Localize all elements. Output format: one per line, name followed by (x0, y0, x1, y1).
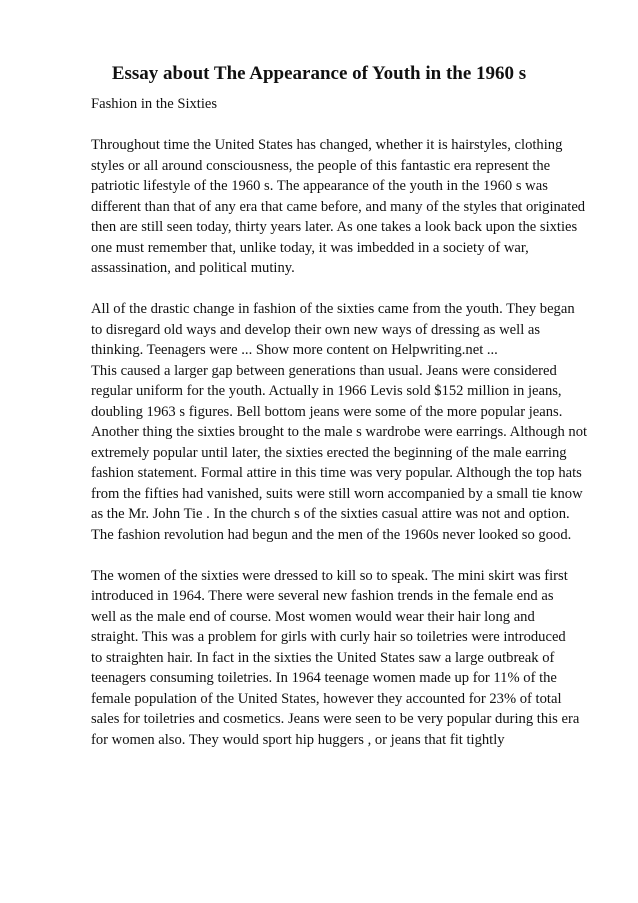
paragraph-line: All of the drastic change in fashion of the sixties came from the youth. They began (91, 301, 575, 317)
paragraph-line: teenagers consuming toiletries. In 1964 teenage women made up for 11% of the (91, 670, 557, 686)
paragraph-line: for women also. They would sport hip huggers , or jeans that fit tightly (91, 731, 505, 748)
paragraph-2 (91, 299, 631, 545)
paragraph-line: female population of the United States, however they accounted for 23% of total (91, 690, 562, 707)
document-title: Essay about The Appearance of Youth in the 1960 s (111, 63, 527, 84)
paragraph-line: one must remember that, unlike today, it was imbedded in a society of war, (91, 239, 529, 256)
paragraph-line: introduced in 1964. There were several new fashion trends in the female end as (91, 588, 554, 604)
paragraph-line: The women of the sixties were dressed to kill so to speak. The mini skirt was first (91, 567, 568, 584)
paragraph-line: Another thing the sixties brought to the male s wardrobe were earrings. Although not (91, 424, 588, 440)
paragraph-line: patriotic lifestyle of the 1960 s. The appearance of the youth in the 1960 s was (91, 178, 548, 194)
paragraph-line: extremely popular until later, the sixties erected the beginning of the male earring (91, 444, 567, 461)
paragraph-line: then are still seen today, thirty years later. As one takes a look back upon the sixties (91, 219, 578, 235)
paragraph-line: sales for toiletries and cosmetics. Jeans were seen to be very popular during this era (91, 711, 580, 727)
paragraph-line: straight. This was a problem for girls with curly hair so toiletries were introduced (91, 629, 566, 645)
paragraph-1 (91, 135, 631, 279)
paragraph-line: well as the male end of course. Most women would wear their hair long and (91, 608, 535, 625)
paragraph-line: fashion statement. Formal attire in this time was very popular. Although the top hats (91, 465, 582, 481)
paragraph-line: assassination, and political mutiny. (91, 260, 295, 276)
paragraph-line: Throughout time the United States has changed, whether it is hairstyles, clothing (91, 137, 563, 153)
paragraph-line: styles or all around consciousness, the people of this fantastic era represent the (91, 157, 551, 174)
paragraph-line: doubling 1963 s figures. Bell bottom jeans were some of the more popular jeans. (91, 403, 563, 420)
paragraph-line: This caused a larger gap between generations than usual. Jeans were considered (91, 362, 557, 379)
paragraph-line: regular uniform for the youth. Actually in 1966 Levis sold $152 million in jeans, (91, 383, 562, 399)
paragraph-line: as the Mr. John Tie . In the church s of the sixties casual attire was not and option. (91, 506, 570, 522)
paragraph-line: The fashion revolution had begun and the men of the 1960s never looked so good. (91, 526, 572, 543)
paragraph-line: different than that of any era that came before, and many of the styles that originated (91, 198, 586, 215)
paragraph-line: from the fifties had vanished, suits were still worn accompanied by a small tie know (91, 485, 583, 502)
paragraph-line: to disregard old ways and develop their own new ways of dressing as well as (91, 321, 541, 338)
paragraph-3 (91, 566, 631, 751)
show-more-line: thinking. Teenagers were ... Show more content on Helpwriting.net ... (91, 342, 498, 358)
paragraph-line: to straighten hair. In fact in the sixties the United States saw a large outbreak of (91, 649, 555, 666)
section-heading: Fashion in the Sixties (91, 96, 218, 112)
document-body (91, 94, 631, 750)
